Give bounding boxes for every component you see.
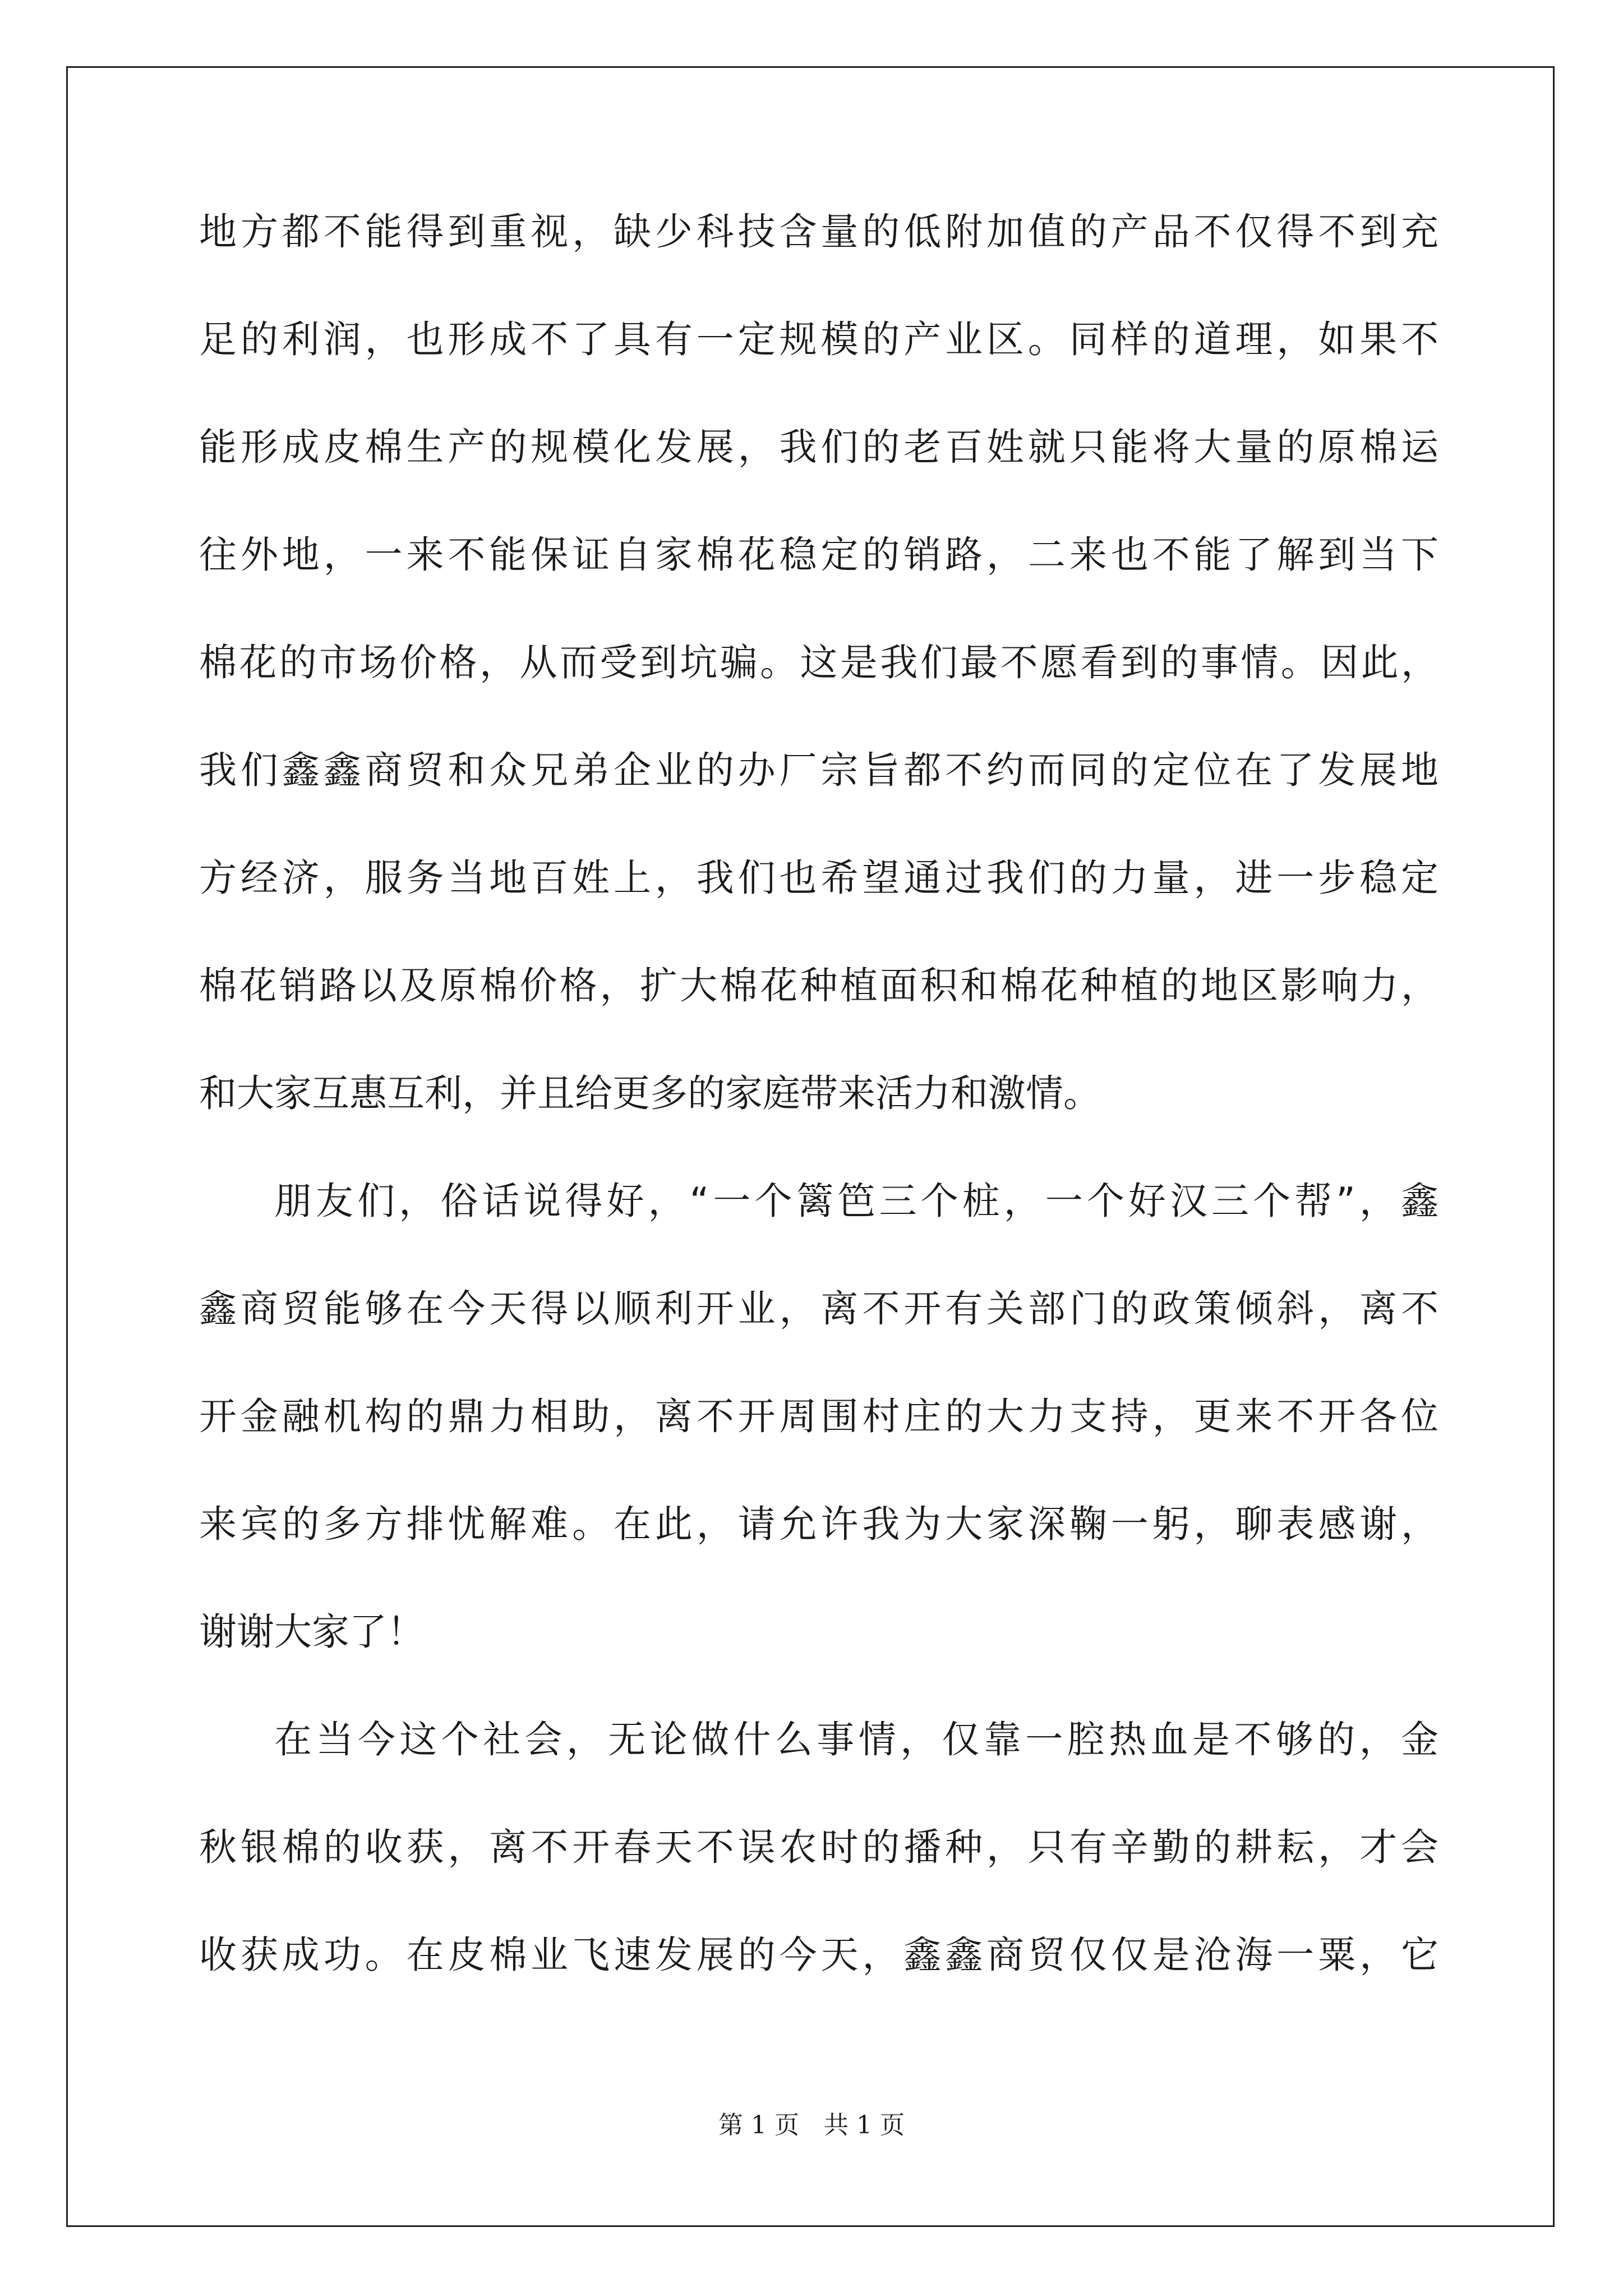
text-line-7: 方经济，服务当地百姓上，我们也希望通过我们的力量，进一步稳定 (199, 856, 1442, 900)
text-line-11: 鑫商贸能够在今天得以顺利开业，离不开有关部门的政策倾斜，离不 (199, 1287, 1442, 1331)
page-footer: 第 1 页 共 1 页 (718, 2111, 905, 2139)
text-line-2: 足的利润，也形成不了具有一定规模的产业区。同样的道理，如果不 (199, 318, 1442, 361)
text-line-3: 能形成皮棉生产的规模化发展，我们的老百姓就只能将大量的原棉运 (199, 425, 1442, 469)
text-line-8: 棉花销路以及原棉价格，扩大棉花种植面积和棉花种植的地区影响力， (199, 964, 1441, 1007)
text-line-4: 往外地，一来不能保证自家棉花稳定的销路，二来也不能了解到当下 (199, 533, 1442, 577)
text-line-17: 收获成功。在皮棉业飞速发展的今天，鑫鑫商贸仅仅是沧海一粟，它 (199, 1933, 1442, 1977)
text-line-12: 开金融机构的鼎力相助，离不开周围村庄的大力支持，更来不开各位 (199, 1395, 1442, 1438)
text-line-13: 来宾的多方排忧解难。在此，请允许我为大家深鞠一躬，聊表感谢， (199, 1502, 1442, 1546)
text-line-1: 地方都不能得到重视，缺少科技含量的低附加值的产品不仅得不到充 (199, 210, 1442, 254)
text-line-6: 我们鑫鑫商贸和众兄弟企业的办厂宗旨都不约而同的定位在了发展地 (199, 748, 1442, 792)
text-line-5: 棉花的市场价格，从而受到坑骗。这是我们最不愿看到的事情。因此， (199, 641, 1441, 684)
text-line-14: 谢谢大家了！ (199, 1610, 425, 1654)
text-line-15: 在当今这个社会，无论做什么事情，仅靠一腔热血是不够的，金 (274, 1718, 1443, 1761)
text-line-10: 朋友们，俗话说得好，“一个篱笆三个桩，一个好汉三个帮”，鑫 (274, 1179, 1443, 1223)
text-line-9: 和大家互惠互利，并且给更多的家庭带来活力和激情。 (199, 1071, 1101, 1115)
text-line-16: 秋银棉的收获，离不开春天不误农时的播种，只有辛勤的耕耘，才会 (199, 1825, 1442, 1869)
page-border (66, 66, 1555, 2227)
